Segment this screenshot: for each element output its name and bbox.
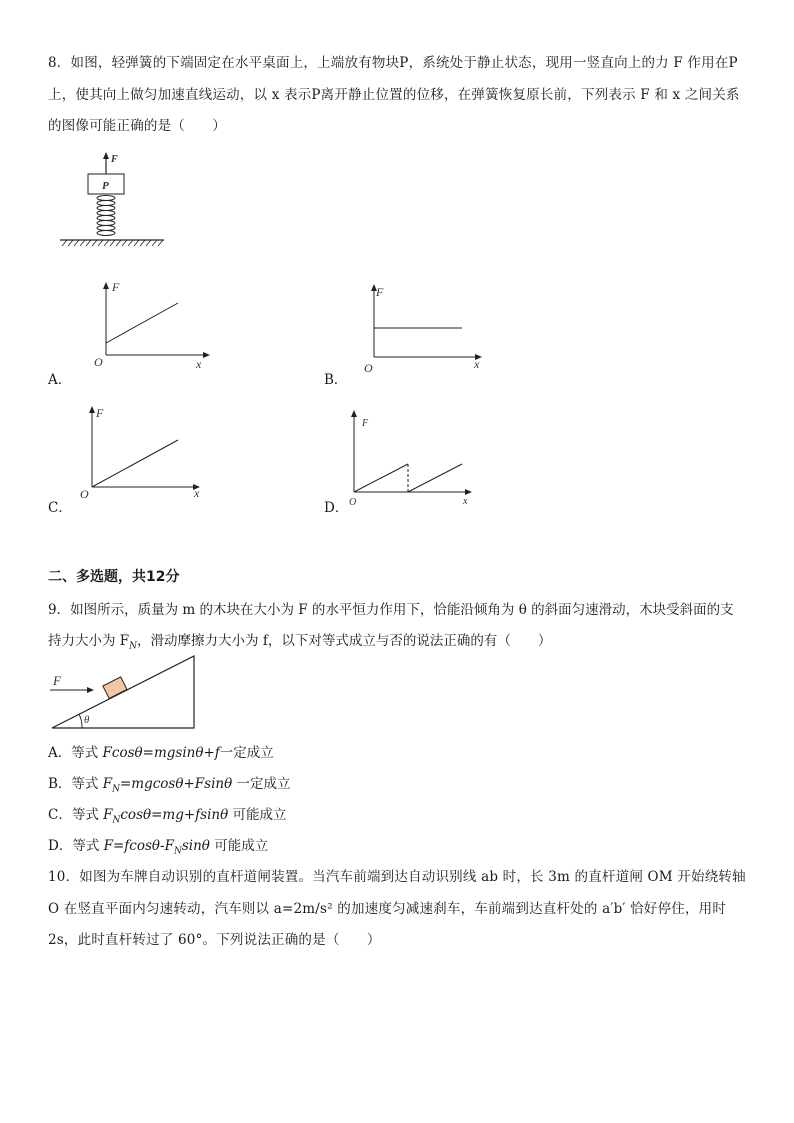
q9-line-2 <box>48 629 551 652</box>
q8-graph-c <box>78 404 208 499</box>
q8-option-d-label[interactable]: D． <box>324 500 349 516</box>
graph-d-ylabel: F <box>362 418 369 429</box>
graph-a-line <box>106 303 178 343</box>
graph-b-origin: O <box>364 361 373 375</box>
angle-label: θ <box>84 714 90 726</box>
graph-a-xlabel: x <box>196 357 202 371</box>
incline-figure <box>48 652 208 732</box>
q8-option-a-label[interactable]: A． <box>48 372 72 388</box>
graph-c-ylabel: F <box>96 406 104 420</box>
graph-d-line-1 <box>354 464 408 492</box>
graph-c-line <box>92 440 178 487</box>
graph-d-origin: O <box>349 497 357 508</box>
graph-c-origin: O <box>80 487 89 501</box>
incline-force-label: F <box>53 673 61 688</box>
block-label: P <box>102 180 109 192</box>
graph-c-xlabel: x <box>194 486 200 500</box>
q8-graph-a <box>90 280 220 375</box>
q9-option-d[interactable]: D．等式 $F=fcos\theta-F_N\sin\theta$ 可能成立 <box>48 838 269 857</box>
graph-d-line-2 <box>408 464 462 492</box>
graph-a-ylabel: F <box>112 280 120 294</box>
spring-coils <box>97 196 115 236</box>
q9-line-1: 9．如图所示，质量为 m 的木块在大小为 F 的水平恒力作用下，恰能沿倾角为 θ 的斜面匀速滑动，木块受斜面的支 <box>48 602 734 618</box>
q9-line-2-start: 持力大小为 F <box>48 633 130 649</box>
q9-line-2-sub: N <box>129 641 138 652</box>
graph-d-xlabel: x <box>463 496 468 507</box>
spring-force-label: F <box>111 154 118 165</box>
q10-text: 10．如图为车牌自动识别的直杆道闸装置。当汽车前端到达自动识别线 ab 时，长 3m 的直杆道闸 OM 开始绕转轴 O 在竖直平面内匀速转动，汽车则以 a=2m/s² 的加速度匀减速刹车，车前端到达直杆处的 a′b′ 恰好停住，用时 2s，此时直杆转过了 60°。下列说法正确的是（ ） <box>48 869 746 948</box>
q9-line-2-rest: ，滑动摩擦力大小为 f，以下对等式成立与否的说法正确的有（ ） <box>137 633 552 649</box>
spring-figure <box>56 152 166 252</box>
q8-option-b-label[interactable]: B． <box>324 372 348 388</box>
graph-a-origin: O <box>94 355 103 369</box>
q9-option-a[interactable]: A．等式 Fcosθ=mgsinθ+f一定成立 <box>48 745 274 761</box>
q8-graph-d <box>342 408 482 508</box>
q8-graph-b <box>362 282 492 377</box>
q9-option-c[interactable]: C．等式 $F_N\cos\theta=mg+fsin\theta$ 可能成立 <box>48 807 287 826</box>
section-2-title: 二、多选题，共12分 <box>48 569 180 585</box>
graph-b-xlabel: x <box>474 357 480 371</box>
q8-option-c-label[interactable]: C． <box>48 500 72 516</box>
ground-hatch <box>62 240 163 246</box>
q8-text: 8．如图，轻弹簧的下端固定在水平桌面上，上端放有物块P，系统处于静止状态，现用一竖直向上的力 F 作用在P上，使其向上做匀加速直线运动，以 x 表示P离开静止位置的位移，在弹簧恢复原长前，下列表示 F 和 x 之间关系的图像可能正确的是（ ） <box>48 55 740 134</box>
q9-option-b[interactable]: B．等式 $F_N=mgcos\theta+Fsin\theta$ 一定成立 <box>48 776 291 795</box>
graph-b-ylabel: F <box>376 285 384 299</box>
